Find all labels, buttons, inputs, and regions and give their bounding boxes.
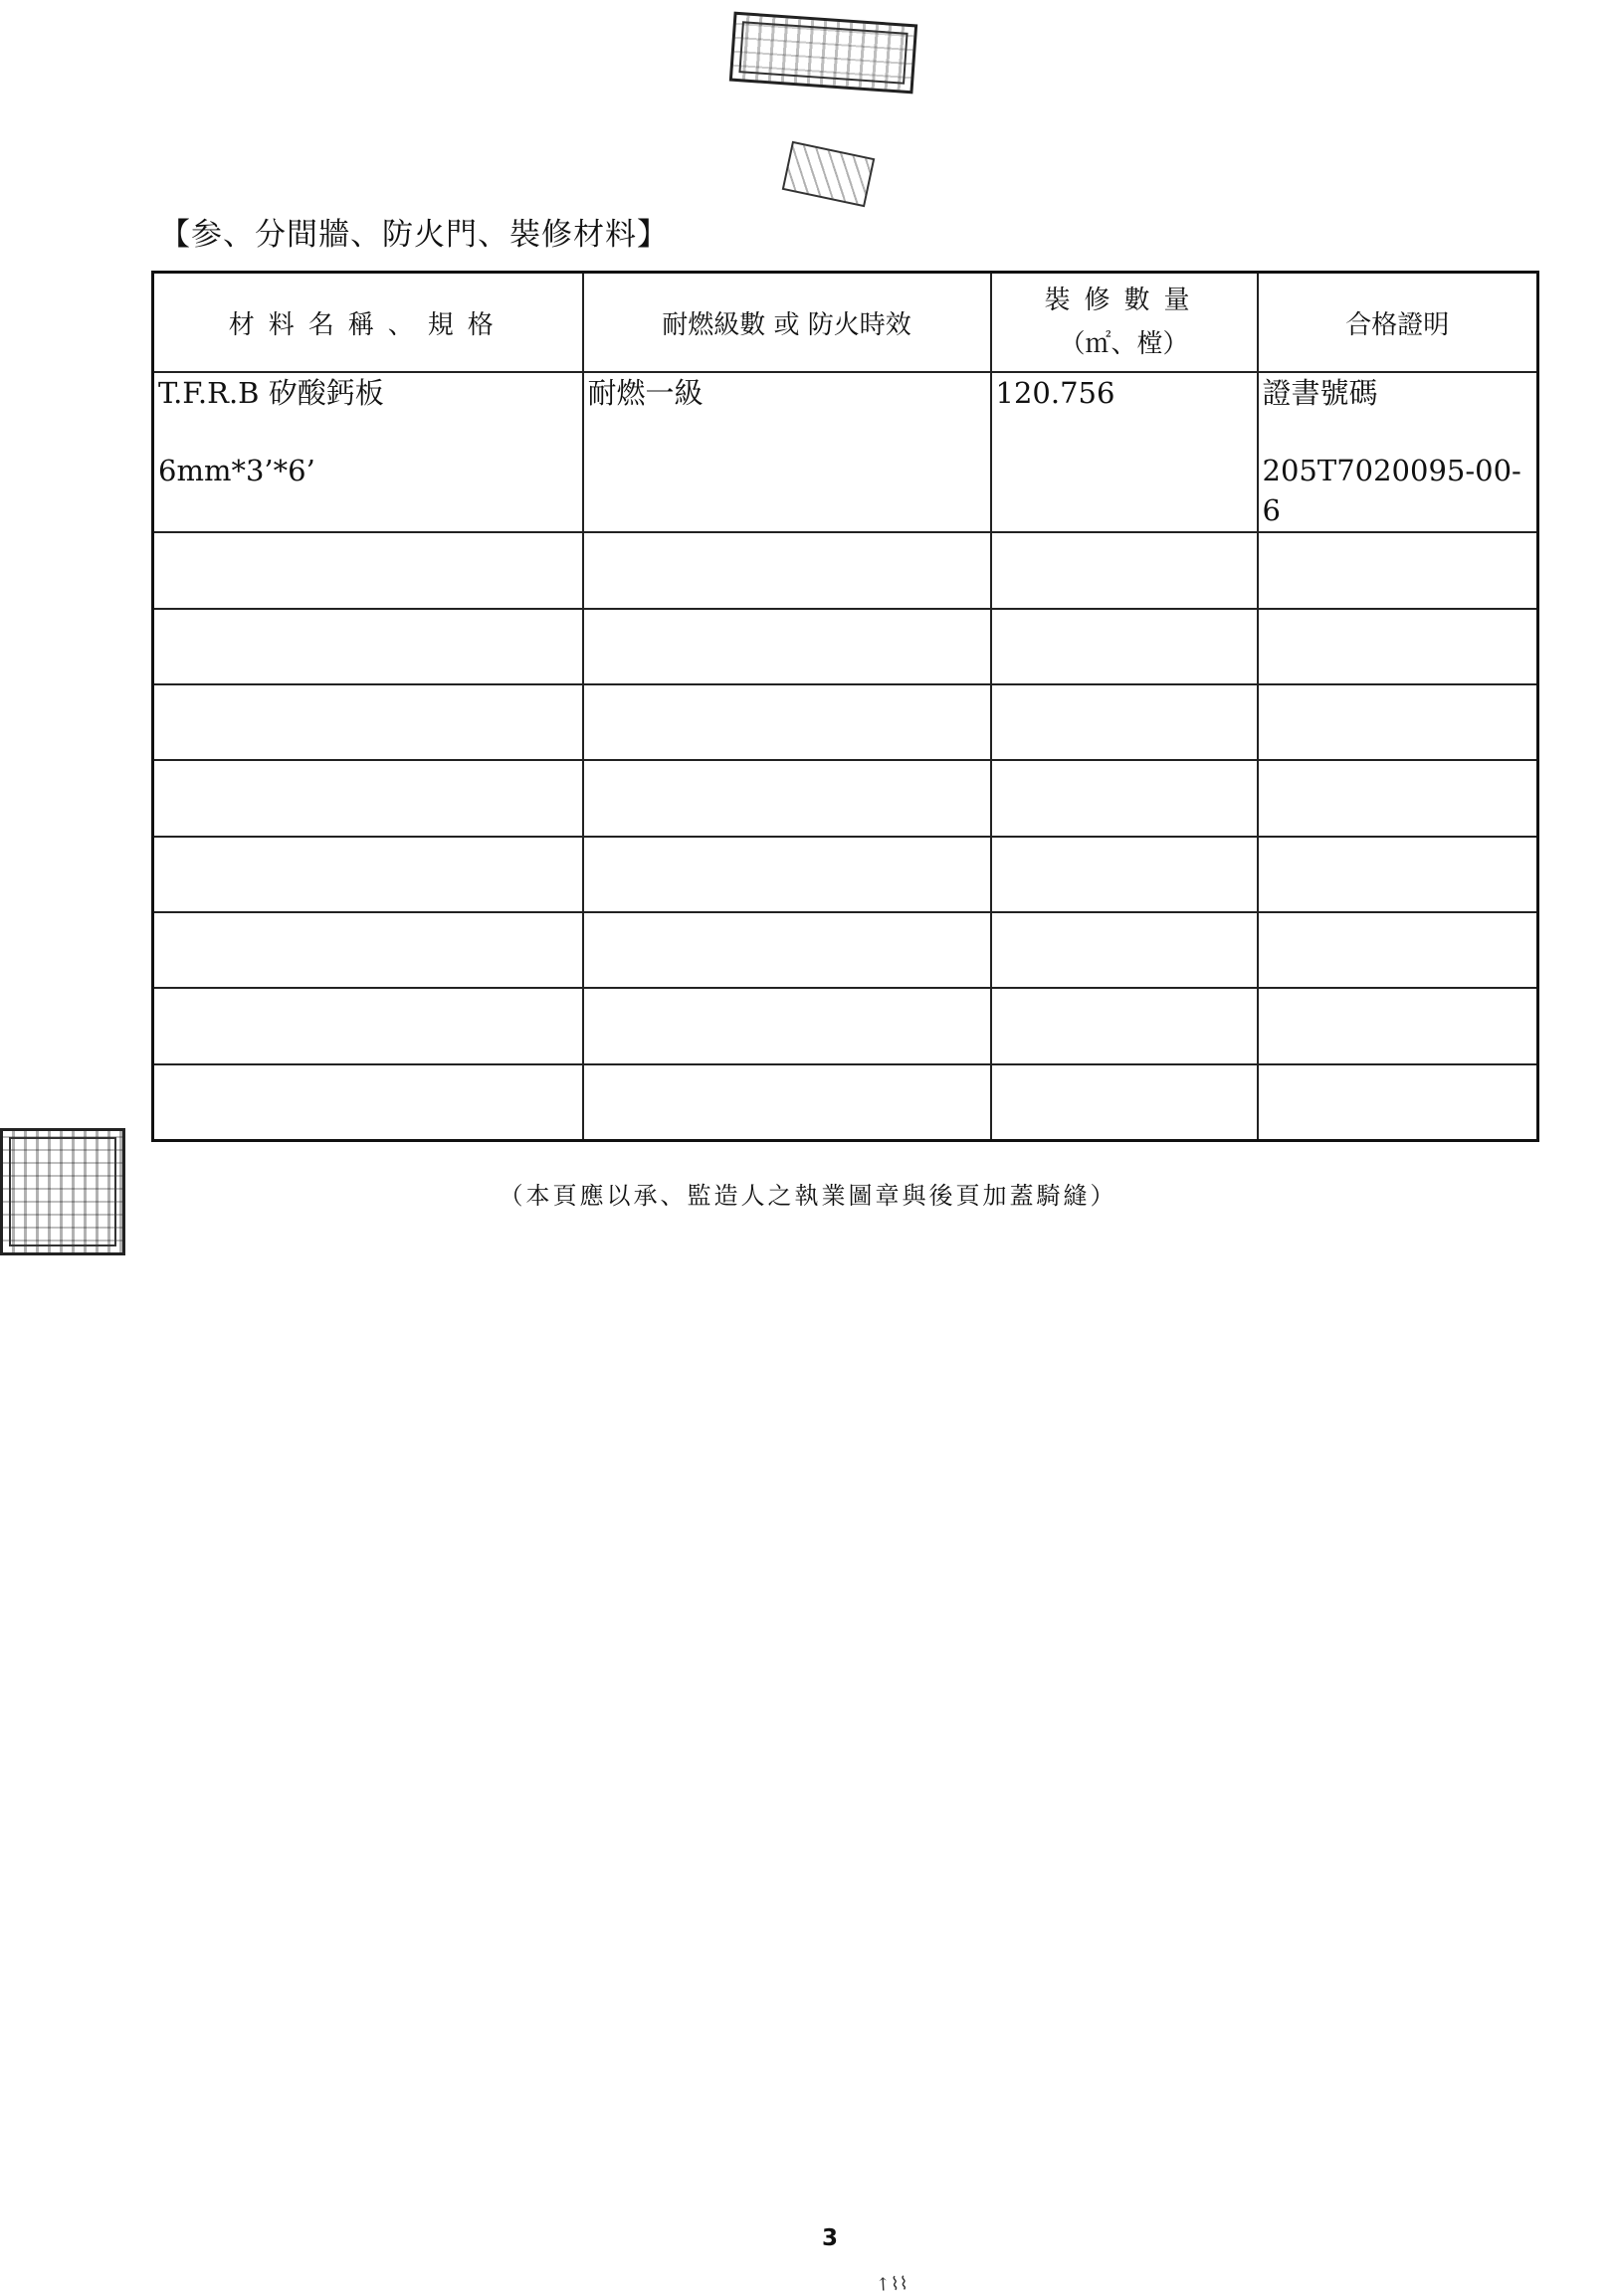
table-row <box>153 760 1538 836</box>
empty-cell <box>153 837 583 912</box>
empty-cell <box>153 988 583 1063</box>
empty-cell <box>583 760 991 836</box>
seal-stamp-top <box>729 12 917 95</box>
empty-cell <box>153 760 583 836</box>
empty-cell <box>991 532 1258 608</box>
material-spec: 6mm*3’*6’ <box>158 454 315 488</box>
empty-cell <box>991 837 1258 912</box>
empty-cell <box>153 912 583 988</box>
empty-cell <box>1258 1064 1538 1141</box>
certificate-label: 證書號碼 <box>1262 376 1378 411</box>
empty-cell <box>583 837 991 912</box>
header-quantity-label: 裝修數量 <box>1044 286 1204 316</box>
cell-material <box>153 372 583 532</box>
empty-cell <box>583 988 991 1063</box>
empty-cell <box>1258 609 1538 684</box>
empty-cell <box>1258 912 1538 988</box>
table-row <box>153 609 1538 684</box>
empty-cell <box>153 532 583 608</box>
empty-cell <box>153 609 583 684</box>
cell-fire-rating: 耐燃一級 <box>583 372 991 532</box>
scan-mark: ↑⌇⌇ <box>875 2273 909 2296</box>
table-row <box>153 837 1538 912</box>
header-certificate: 合格證明 <box>1258 273 1538 373</box>
table-row <box>153 988 1538 1063</box>
cell-certificate <box>1258 372 1538 532</box>
material-name: T.F.R.B 矽酸鈣板 <box>158 376 384 411</box>
seal-stamp-partial <box>782 141 876 208</box>
table-row <box>153 912 1538 988</box>
table-row <box>153 532 1538 608</box>
header-material: 材料名稱、規格 <box>153 273 583 373</box>
empty-cell <box>991 912 1258 988</box>
table-header-row <box>153 273 1538 373</box>
empty-cell <box>1258 684 1538 760</box>
empty-cell <box>1258 837 1538 912</box>
empty-cell <box>1258 760 1538 836</box>
empty-cell <box>583 532 991 608</box>
empty-cell <box>583 1064 991 1141</box>
header-quantity <box>991 273 1258 373</box>
header-quantity-unit: （㎡、樘） <box>1059 329 1189 360</box>
certificate-number: 205T7020095-00-6 <box>1262 454 1521 528</box>
table-row <box>153 1064 1538 1141</box>
empty-cell <box>991 1064 1258 1141</box>
footnote: （本頁應以承、監造人之執業圖章與後頁加蓋騎縫） <box>499 1182 1117 1210</box>
empty-cell <box>153 1064 583 1141</box>
empty-cell <box>153 684 583 760</box>
table-row <box>153 684 1538 760</box>
section-heading: 【参、分間牆、防火門、裝修材料】 <box>159 217 669 253</box>
empty-cell <box>1258 988 1538 1063</box>
empty-cell <box>991 609 1258 684</box>
empty-cell <box>583 912 991 988</box>
cell-quantity: 120.756 <box>991 372 1258 532</box>
empty-cell <box>991 684 1258 760</box>
empty-cell <box>1258 532 1538 608</box>
empty-cell <box>583 684 991 760</box>
empty-cell <box>991 760 1258 836</box>
materials-table <box>151 271 1539 1142</box>
empty-cell <box>583 609 991 684</box>
table-row <box>153 372 1538 532</box>
page-number: 3 <box>822 2225 839 2251</box>
header-fire-rating: 耐燃級數 或 防火時效 <box>583 273 991 373</box>
empty-cell <box>991 988 1258 1063</box>
